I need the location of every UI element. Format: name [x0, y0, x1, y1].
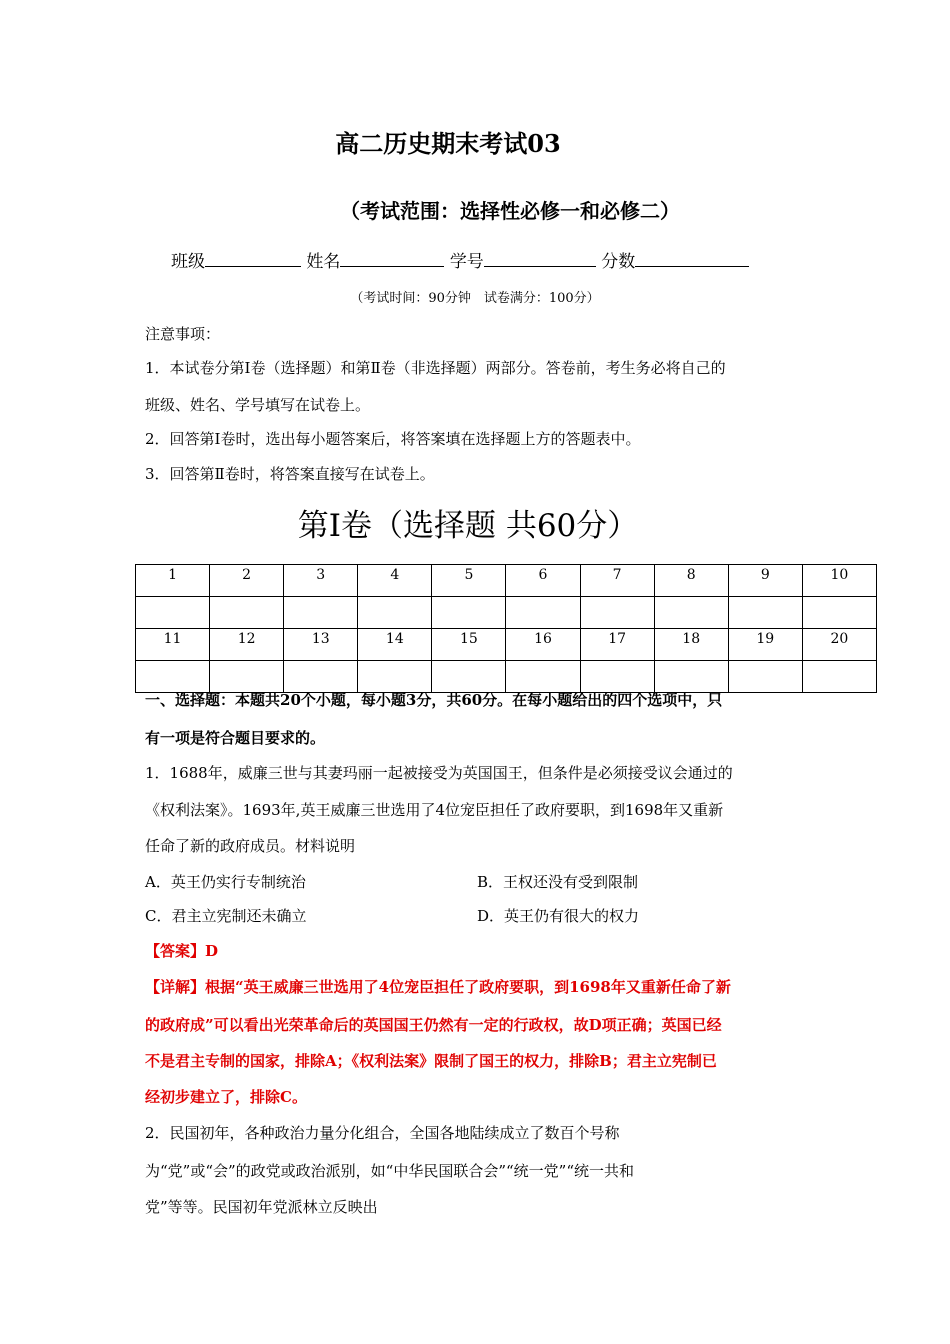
note-item-2: 2．回答第Ⅰ卷时，选出每小题答案后，将答案填在选择题上方的答题表中。 [145, 430, 641, 448]
question-number-cell: 3 [284, 565, 358, 597]
answer-table [135, 564, 877, 693]
answer-cell[interactable] [728, 597, 802, 629]
q1-detail-line-3: 不是君主专制的国家，排除A；《权利法案》限制了国王的权力，排除B；君主立宪制已 [145, 1052, 717, 1070]
question-number-cell: 8 [654, 565, 728, 597]
question-number-cell: 7 [580, 565, 654, 597]
section-title: 第Ⅰ卷（选择题 共60分） [297, 508, 639, 544]
question-number-cell: 14 [358, 629, 432, 661]
exam-subtitle: （考试范围：选择性必修一和必修二） [340, 199, 680, 223]
id-blank[interactable] [484, 249, 596, 267]
q1-stem-line-3: 任命了新的政府成员。材料说明 [145, 837, 356, 855]
answer-cell[interactable] [432, 597, 506, 629]
answer-table-header-row-1 [136, 565, 877, 597]
answer-cell[interactable] [284, 661, 358, 693]
name-blank[interactable] [340, 249, 444, 267]
question-number-cell: 1 [136, 565, 210, 597]
answer-cell[interactable] [210, 661, 284, 693]
note-item-1-line-2: 班级、姓名、学号填写在试卷上。 [145, 396, 371, 414]
q2-stem-line-1: 2．民国初年，各种政治力量分化组合，全国各地陆续成立了数百个号称 [145, 1124, 620, 1142]
answer-cell[interactable] [506, 597, 580, 629]
answer-cell[interactable] [358, 661, 432, 693]
question-number-cell: 10 [802, 565, 876, 597]
q1-answer: 【答案】D [145, 942, 219, 960]
question-number-cell: 6 [506, 565, 580, 597]
answer-cell[interactable] [728, 661, 802, 693]
answer-cell[interactable] [432, 661, 506, 693]
q1-stem-line-2: 《权利法案》。1693年,英王威廉三世选用了4位宠臣担任了政府要职，到1698年又重新 [145, 801, 724, 819]
id-label: 学号 [449, 252, 484, 272]
question-number-cell: 13 [284, 629, 358, 661]
q1-detail-line-4: 经初步建立了，排除C。 [145, 1088, 307, 1106]
question-number-cell: 2 [210, 565, 284, 597]
answer-cell[interactable] [136, 661, 210, 693]
part1-instructions-line-1: 一、选择题：本题共20个小题，每小题3分，共60分。在每小题给出的四个选项中，只 [145, 691, 723, 709]
answer-cell[interactable] [136, 597, 210, 629]
question-number-cell: 19 [728, 629, 802, 661]
exam-time-info: （考试时间：90分钟 试卷满分：100分） [350, 291, 600, 306]
q1-option-a[interactable]: A．英王仍实行专制统治 [145, 873, 306, 891]
question-number-cell: 11 [136, 629, 210, 661]
q1-detail-line-1: 【详解】根据“英王威廉三世选用了4位宠臣担任了政府要职，到1698年又重新任命了新 [145, 978, 731, 996]
name-label: 姓名 [306, 252, 341, 272]
class-blank[interactable] [205, 249, 301, 267]
question-number-cell: 15 [432, 629, 506, 661]
answer-cell[interactable] [580, 661, 654, 693]
question-number-cell: 16 [506, 629, 580, 661]
question-number-cell: 5 [432, 565, 506, 597]
q1-option-d[interactable]: D．英王仍有很大的权力 [477, 907, 640, 925]
answer-cell[interactable] [802, 597, 876, 629]
question-number-cell: 9 [728, 565, 802, 597]
question-number-cell: 20 [802, 629, 876, 661]
notes-heading: 注意事项： [145, 325, 221, 343]
exam-title: 高二历史期末考试03 [335, 129, 561, 158]
answer-cell[interactable] [654, 597, 728, 629]
student-info-line [171, 247, 749, 272]
q1-option-c[interactable]: C．君主立宪制还未确立 [145, 907, 307, 925]
q2-stem-line-3: 党”等等。民国初年党派林立反映出 [145, 1198, 378, 1216]
q2-stem-line-2: 为“党”或“会”的政党或政治派别，如“中华民国联合会”“统一党”“统一共和 [145, 1162, 635, 1180]
q1-detail-line-2: 的政府成”可以看出光荣革命后的英国国王仍然有一定的行政权，故D项正确；英国已经 [145, 1016, 722, 1034]
question-number-cell: 17 [580, 629, 654, 661]
q1-option-b[interactable]: B．王权还没有受到限制 [477, 873, 639, 891]
answer-table-answer-row-2 [136, 661, 877, 693]
class-label: 班级 [171, 252, 205, 272]
question-number-cell: 4 [358, 565, 432, 597]
part1-instructions-line-2: 有一项是符合题目要求的。 [145, 729, 326, 747]
answer-table-header-row-2 [136, 629, 877, 661]
answer-table-answer-row-1 [136, 597, 877, 629]
answer-cell[interactable] [358, 597, 432, 629]
score-label: 分数 [601, 252, 636, 272]
answer-cell[interactable] [654, 661, 728, 693]
note-item-3: 3．回答第Ⅱ卷时，将答案直接写在试卷上。 [145, 465, 435, 483]
question-number-cell: 12 [210, 629, 284, 661]
q1-stem-line-1: 1．1688年，威廉三世与其妻玛丽一起被接受为英国国王，但条件是必须接受议会通过的 [145, 764, 733, 782]
question-number-cell: 18 [654, 629, 728, 661]
answer-cell[interactable] [580, 597, 654, 629]
answer-cell[interactable] [506, 661, 580, 693]
answer-cell[interactable] [284, 597, 358, 629]
answer-cell[interactable] [210, 597, 284, 629]
answer-cell[interactable] [802, 661, 876, 693]
score-blank[interactable] [635, 249, 749, 267]
note-item-1-line-1: 1．本试卷分第Ⅰ卷（选择题）和第Ⅱ卷（非选择题）两部分。答卷前，考生务必将自己的 [145, 359, 726, 377]
